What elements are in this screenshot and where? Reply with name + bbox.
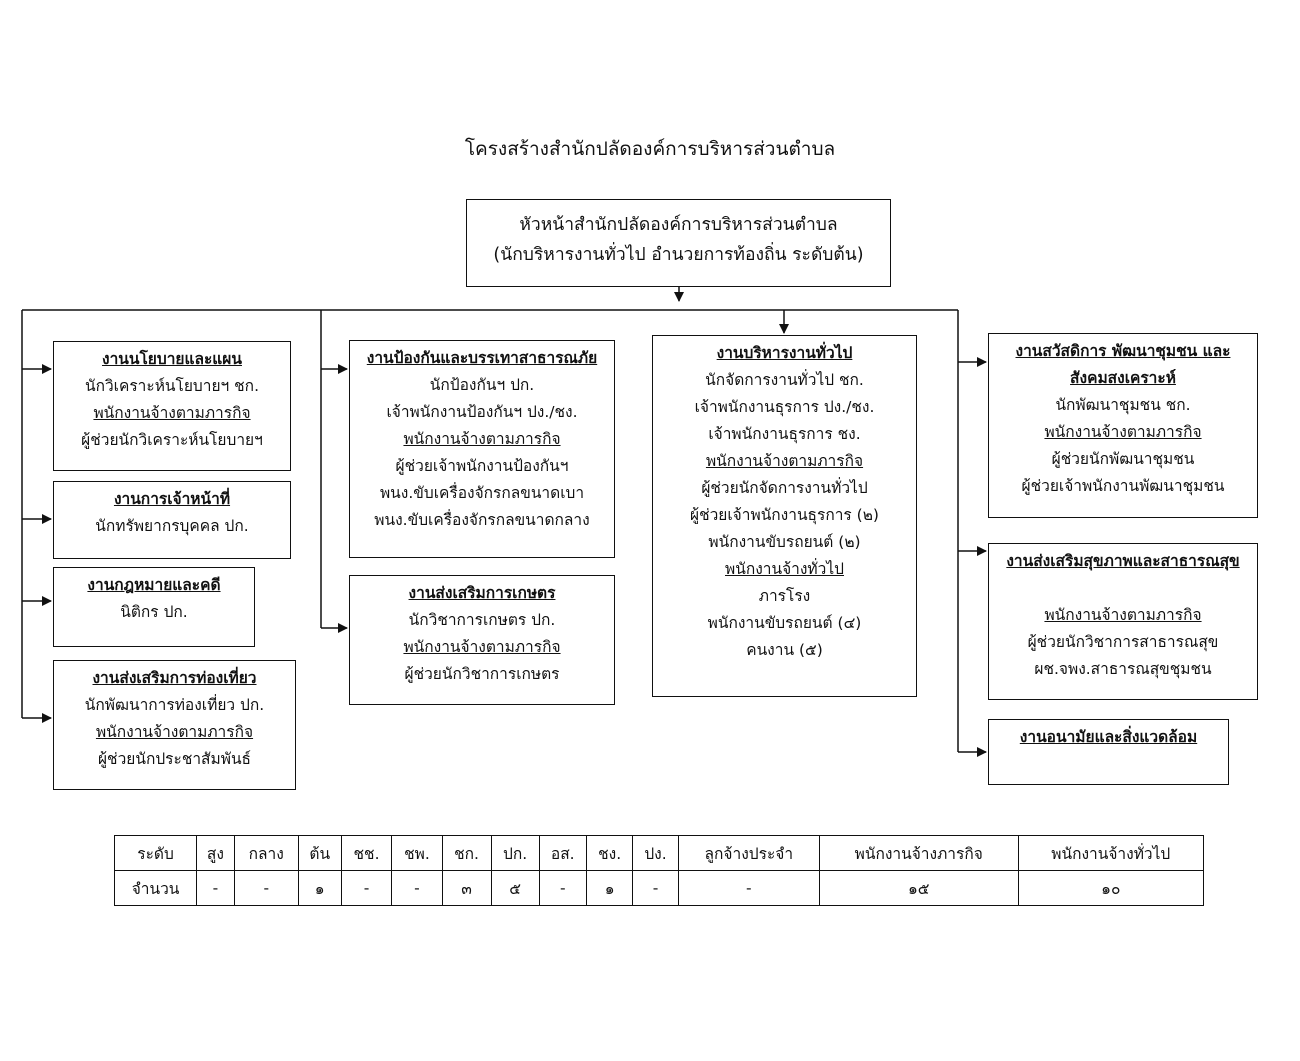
position-line: นักจัดการงานทั่วไป ชก.: [705, 371, 864, 389]
position-line: นิติกร ปก.: [120, 603, 188, 621]
position-line: พนง.ขับเครื่องจักรกลขนาดเบา: [379, 484, 585, 502]
table-cell: ๑: [298, 871, 341, 906]
unit-agriculture: [349, 575, 615, 705]
table-row-count: [115, 871, 1204, 906]
position-line: ผู้ช่วยเจ้าพนักงานพัฒนาชุมชน: [1021, 477, 1225, 495]
position-line: พนักงานจ้างตามภารกิจ: [1044, 606, 1202, 624]
table-cell: ๑: [586, 871, 632, 906]
table-row-level: [115, 836, 1204, 871]
unit-welfare-community: [988, 333, 1258, 518]
table-cell: -: [633, 871, 678, 906]
chart-title: โครงสร้างสำนักปลัดองค์การบริหารส่วนตำบล: [464, 138, 836, 160]
unit-heading: งานการเจ้าหน้าที่: [113, 490, 231, 508]
position-line: พนักงานจ้างตามภารกิจ: [403, 638, 561, 656]
position-line: ผู้ช่วยนักประชาสัมพันธ์: [97, 750, 252, 768]
table-cell: จำนวน: [115, 871, 197, 906]
position-line: ผู้ช่วยนักจัดการงานทั่วไป: [701, 479, 868, 497]
position-line: พนง.ขับเครื่องจักรกลขนาดกลาง: [374, 511, 590, 529]
unit-heading: งานป้องกันและบรรเทาสาธารณภัย: [366, 349, 598, 367]
unit-disaster-prevention: [349, 340, 615, 558]
unit-personnel: [53, 481, 291, 559]
table-cell: ชพ.: [392, 836, 442, 871]
position-line: นักพัฒนาชุมชน ชก.: [1055, 396, 1191, 414]
position-line: พนักงานจ้างตามภารกิจ: [93, 404, 251, 422]
position-line: ผู้ช่วยนักวิเคราะห์นโยบายฯ: [81, 431, 263, 449]
position-line: นักป้องกันฯ ปก.: [429, 376, 535, 394]
head-box: [466, 199, 891, 287]
unit-general-admin: [652, 335, 917, 697]
table-cell: กลาง: [234, 836, 298, 871]
position-line: พนักงานจ้างตามภารกิจ: [403, 430, 561, 448]
position-line: ผู้ช่วยนักพัฒนาชุมชน: [1051, 450, 1195, 468]
position-line: พนักงานจ้างทั่วไป: [725, 560, 844, 578]
position-line: คนงาน (๕): [746, 641, 823, 659]
table-cell: ปง.: [633, 836, 678, 871]
table-cell: -: [539, 871, 586, 906]
position-line: พนักงานขับรถยนต์ (๔): [707, 614, 862, 632]
unit-heading: งานสวัสดิการ พัฒนาชุมชน และ: [1015, 342, 1231, 360]
position-line: เจ้าพนักงานธุรการ ชง.: [708, 425, 861, 443]
position-line: ผู้ช่วยเจ้าพนักงานป้องกันฯ: [395, 457, 569, 475]
table-cell: ชง.: [586, 836, 632, 871]
table-cell: พนักงานจ้างภารกิจ: [819, 836, 1018, 871]
table-cell: -: [197, 871, 235, 906]
position-line: ผู้ช่วยเจ้าพนักงานธุรการ (๒): [690, 506, 879, 524]
unit-heading: งานอนามัยและสิ่งแวดล้อม: [1019, 728, 1198, 746]
table-cell: ปก.: [491, 836, 539, 871]
unit-heading: งานบริหารงานทั่วไป: [716, 344, 853, 362]
position-line-blank: [989, 575, 1257, 602]
unit-legal: [53, 567, 255, 647]
table-cell: สูง: [197, 836, 235, 871]
position-line: พนักงานจ้างตามภารกิจ: [1044, 423, 1202, 441]
table-cell: ๑๕: [819, 871, 1018, 906]
unit-heading-continued: สังคมสงเคราะห์: [1070, 369, 1176, 387]
table-cell: ชช.: [341, 836, 392, 871]
position-line: พนักงานขับรถยนต์ (๒): [708, 533, 861, 551]
table-cell: -: [392, 871, 442, 906]
table-cell: ต้น: [298, 836, 341, 871]
table-cell: ชก.: [442, 836, 491, 871]
table-cell: ระดับ: [115, 836, 197, 871]
position-line: เจ้าพนักงานป้องกันฯ ปง./ชง.: [386, 403, 578, 421]
position-line: ผช.จพง.สาธารณสุขชุมชน: [1034, 660, 1212, 678]
table-cell: -: [341, 871, 392, 906]
head-line-2: (นักบริหารงานทั่วไป อำนวยการท้องถิ่น ระดับต้น): [493, 245, 864, 265]
position-line: พนักงานจ้างตามภารกิจ: [705, 452, 864, 470]
table-cell: ๕: [491, 871, 539, 906]
position-line: นักทรัพยากรบุคคล ปก.: [95, 517, 249, 535]
unit-heading: งานส่งเสริมสุขภาพและสาธารณสุข: [1006, 552, 1240, 570]
table-cell: ๑๐: [1018, 871, 1203, 906]
position-line: เจ้าพนักงานธุรการ ปง./ชง.: [694, 398, 875, 416]
summary-table: [114, 835, 1204, 906]
unit-heading: งานส่งเสริมการท่องเที่ยว: [92, 669, 257, 687]
table-cell: อส.: [539, 836, 586, 871]
unit-health: [988, 543, 1258, 700]
position-line: นักพัฒนาการท่องเที่ยว ปก.: [84, 696, 265, 714]
position-line: ผู้ช่วยนักวิชาการสาธารณสุข: [1027, 633, 1219, 651]
unit-policy-plan: [53, 341, 291, 471]
unit-heading: งานนโยบายและแผน: [102, 350, 242, 368]
position-line: นักวิชาการเกษตร ปก.: [408, 611, 556, 629]
table-cell: ลูกจ้างประจำ: [678, 836, 819, 871]
unit-heading: งานส่งเสริมการเกษตร: [408, 584, 556, 602]
table-cell: ๓: [442, 871, 491, 906]
head-line-1: หัวหน้าสำนักปลัดองค์การบริหารส่วนตำบล: [519, 215, 838, 235]
position-line: ผู้ช่วยนักวิชาการเกษตร: [404, 665, 560, 683]
table-cell: -: [234, 871, 298, 906]
position-line: ภารโรง: [758, 587, 811, 605]
table-cell: พนักงานจ้างทั่วไป: [1018, 836, 1203, 871]
unit-tourism: [53, 660, 296, 790]
table-cell: -: [678, 871, 819, 906]
unit-heading: งานกฎหมายและคดี: [87, 576, 221, 594]
unit-sanitation-environment: [988, 719, 1229, 785]
position-line: พนักงานจ้างตามภารกิจ: [95, 723, 254, 741]
position-line: นักวิเคราะห์นโยบายฯ ชก.: [84, 377, 259, 395]
